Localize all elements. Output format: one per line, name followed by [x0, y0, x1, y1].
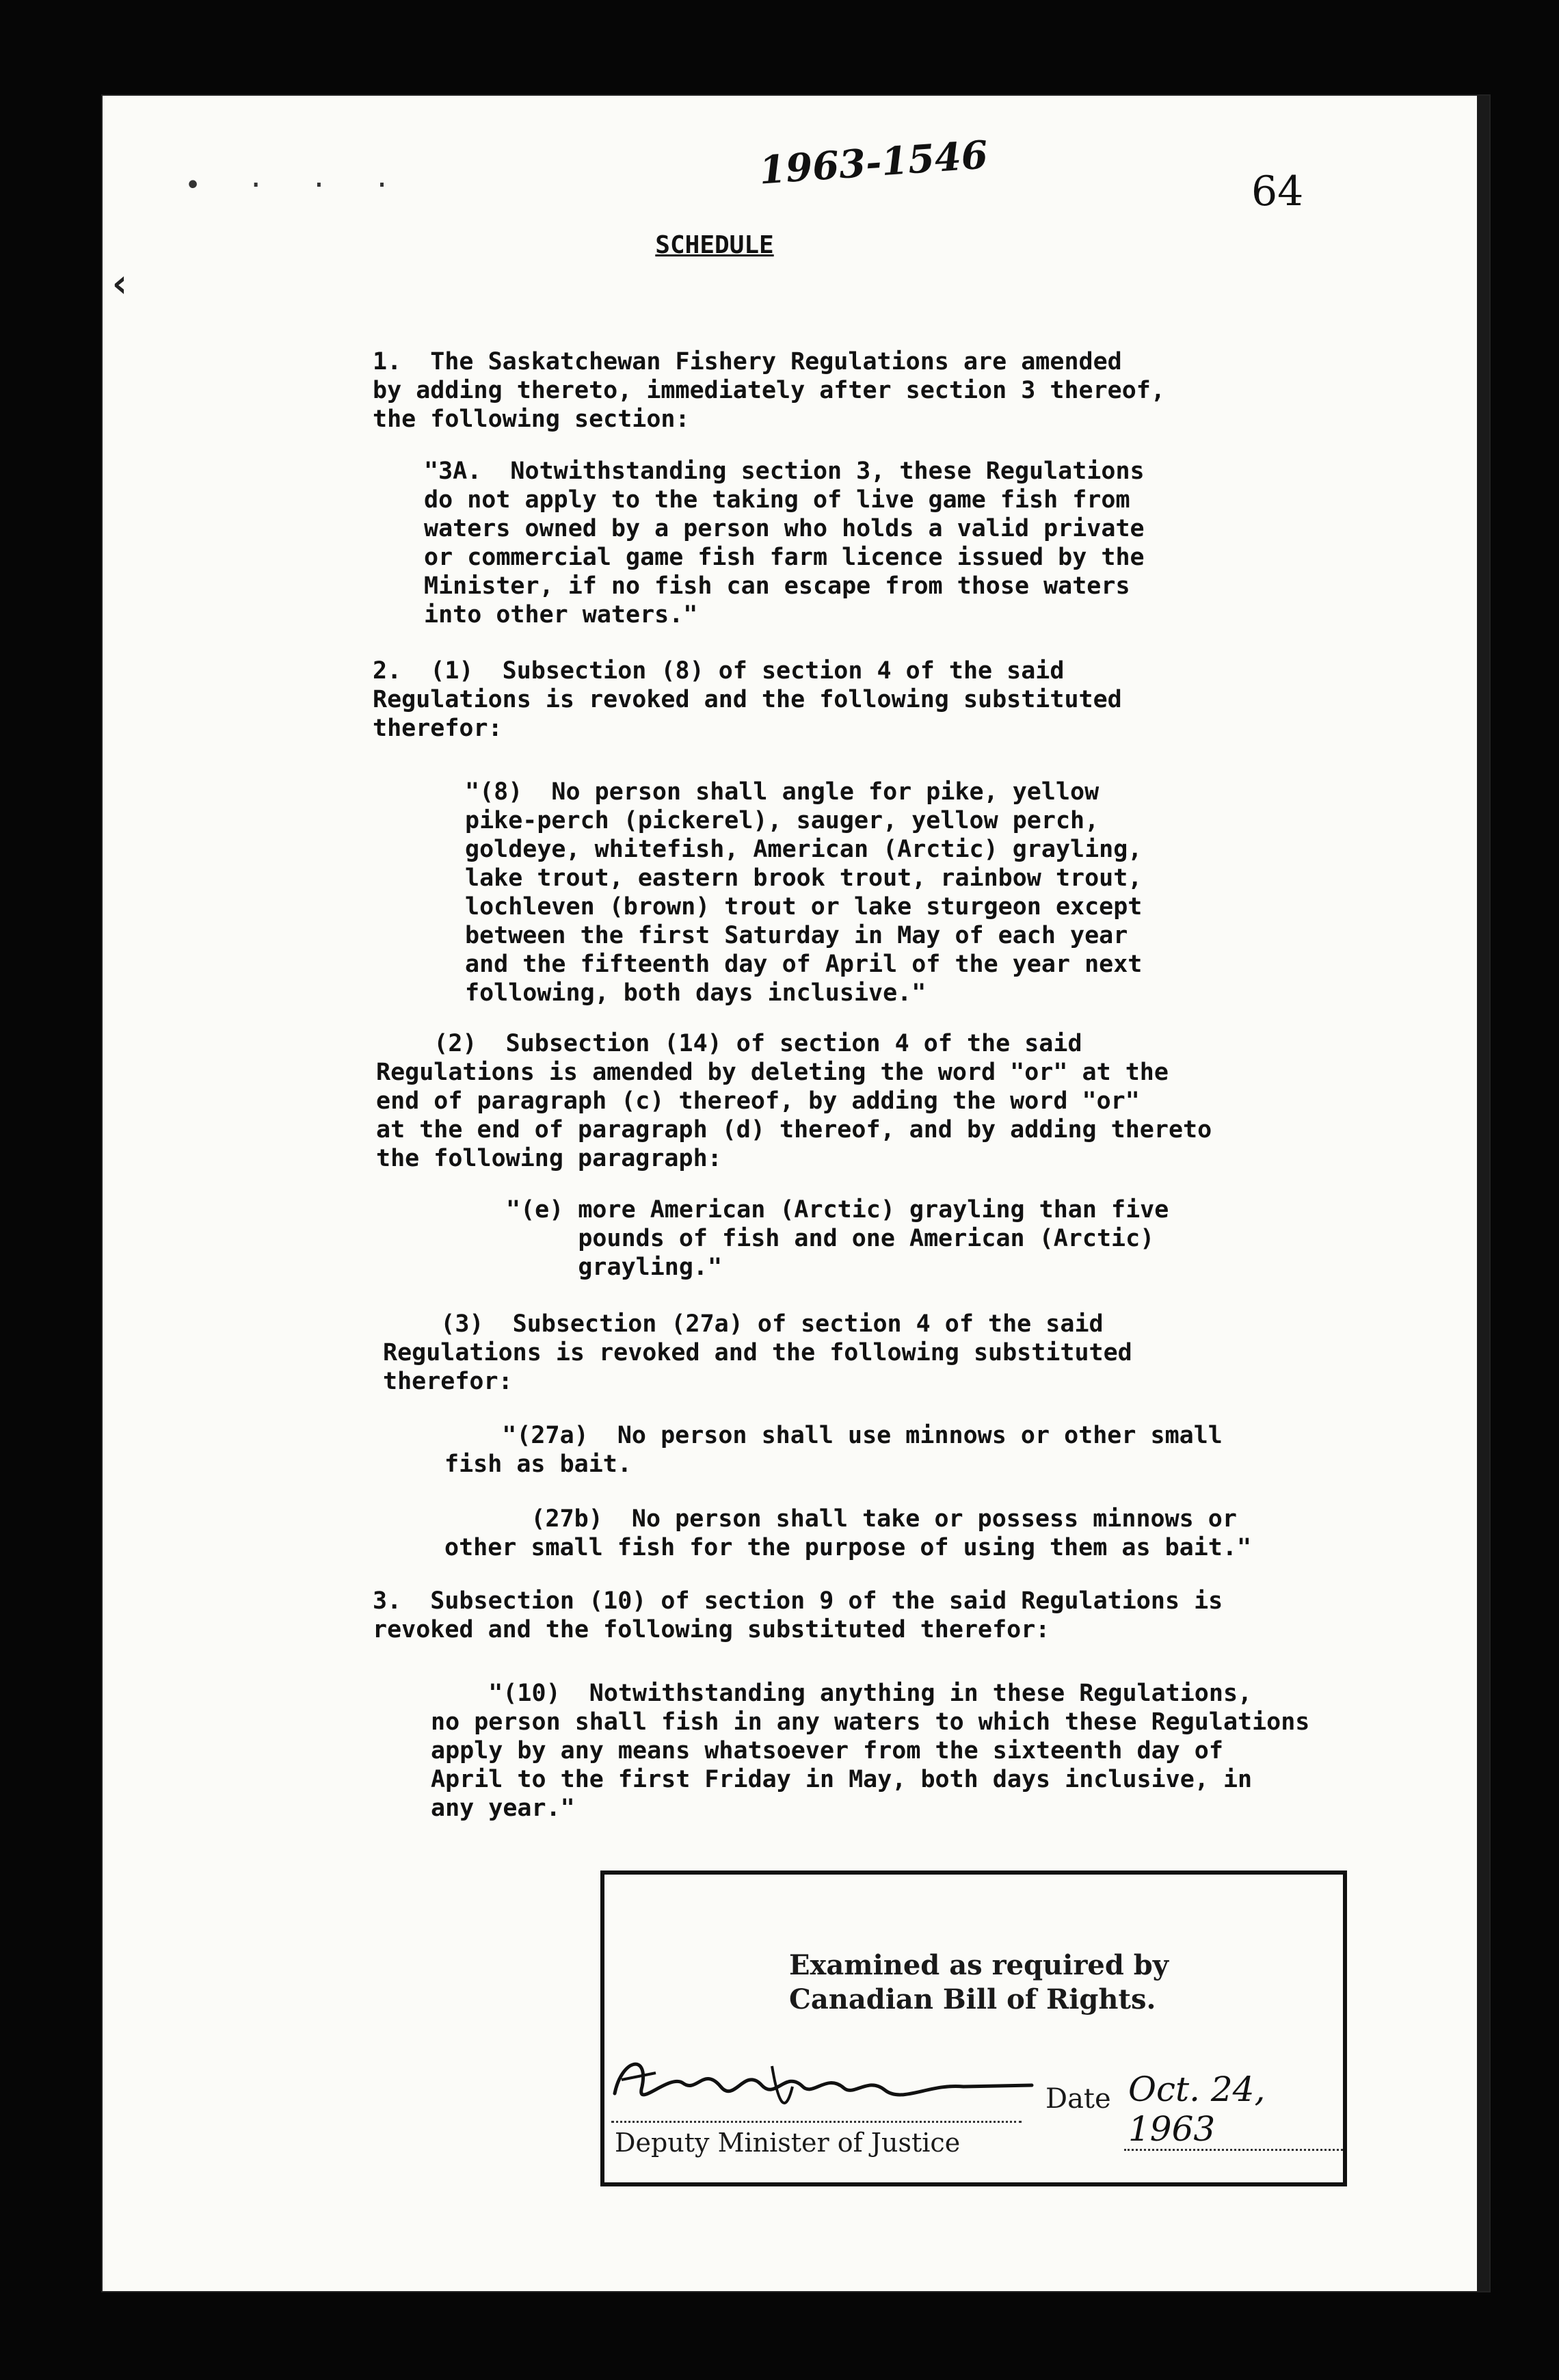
paragraph-2-1: 2. (1) Subsection (8) of section 4 of the said Regulations is revoked and the following substituted therefor:	[373, 657, 1122, 742]
signature-line	[611, 2121, 1022, 2123]
signer-title: Deputy Minister of Justice	[615, 2128, 961, 2158]
date-label: Date	[1045, 2083, 1111, 2115]
subsection-8-text: "(8) No person shall angle for pike, yellow pike-perch (pickerel), sauger, yellow perch, goldeye, whitefish, American (Arctic) grayling, lake trout, eastern brook trout, rainbow trout, lochleven (brown) trout or lake sturgeon except between the first Saturday in May of each year and the fifteenth day of April of the year next following, both days inclusive."	[465, 778, 1143, 1007]
paragraph-e-text: "(e) more American (Arctic) grayling than five pounds of fish and one American (Arctic) grayling."	[506, 1196, 1169, 1281]
subsection-27b-text: (27b) No person shall take or possess minnows or other small fish for the purpose of using them as bait."	[444, 1505, 1252, 1561]
subsection-10-text: "(10) Notwithstanding anything in these Regulations, no person shall fish in any waters to which these Regulations apply by any means whatsoever from the sixteenth day of April to the first Friday in May, both days inclusive, in any year."	[431, 1680, 1310, 1822]
handwritten-date: Oct. 24, 1963	[1124, 2070, 1343, 2151]
paragraph-2-2: (2) Subsection (14) of section 4 of the said Regulations is amended by deleting the word "or" at the end of paragraph (c) thereof, by adding the word "or" at the end of paragraph (d) thereof, and by adding thereto the following paragraph:	[376, 1030, 1212, 1172]
schedule-heading: SCHEDULE	[655, 231, 774, 259]
file-number: 1963-1546	[758, 132, 989, 194]
subsection-27a-text: "(27a) No person shall use minnows or other small fish as bait.	[444, 1422, 1223, 1478]
examination-stamp	[600, 1870, 1347, 2186]
page-number: 64	[1251, 168, 1304, 215]
paragraph-2-3: (3) Subsection (27a) of section 4 of the said Regulations is revoked and the following substituted therefor:	[383, 1310, 1132, 1395]
document-page	[103, 96, 1489, 2291]
paragraph-3: 3. Subsection (10) of section 9 of the said Regulations is revoked and the following substituted therefor:	[373, 1587, 1223, 1643]
binding-mark: ‹	[108, 260, 132, 306]
signature-image	[608, 2046, 1045, 2121]
paragraph-1: 1. The Saskatchewan Fishery Regulations are amended by adding thereto, immediately after section 3 thereof, the following section:	[373, 348, 1165, 433]
section-3a-text: "3A. Notwithstanding section 3, these Regulations do not apply to the taking of live game fish from waters owned by a person who holds a valid private or commercial game fish farm licence issued by the Minister, if no fish can escape from those waters into other waters."	[424, 458, 1145, 629]
stamp-text: Examined as required by Canadian Bill of Rights.	[789, 1949, 1169, 2015]
scan-specks: • · · ·	[185, 170, 405, 201]
